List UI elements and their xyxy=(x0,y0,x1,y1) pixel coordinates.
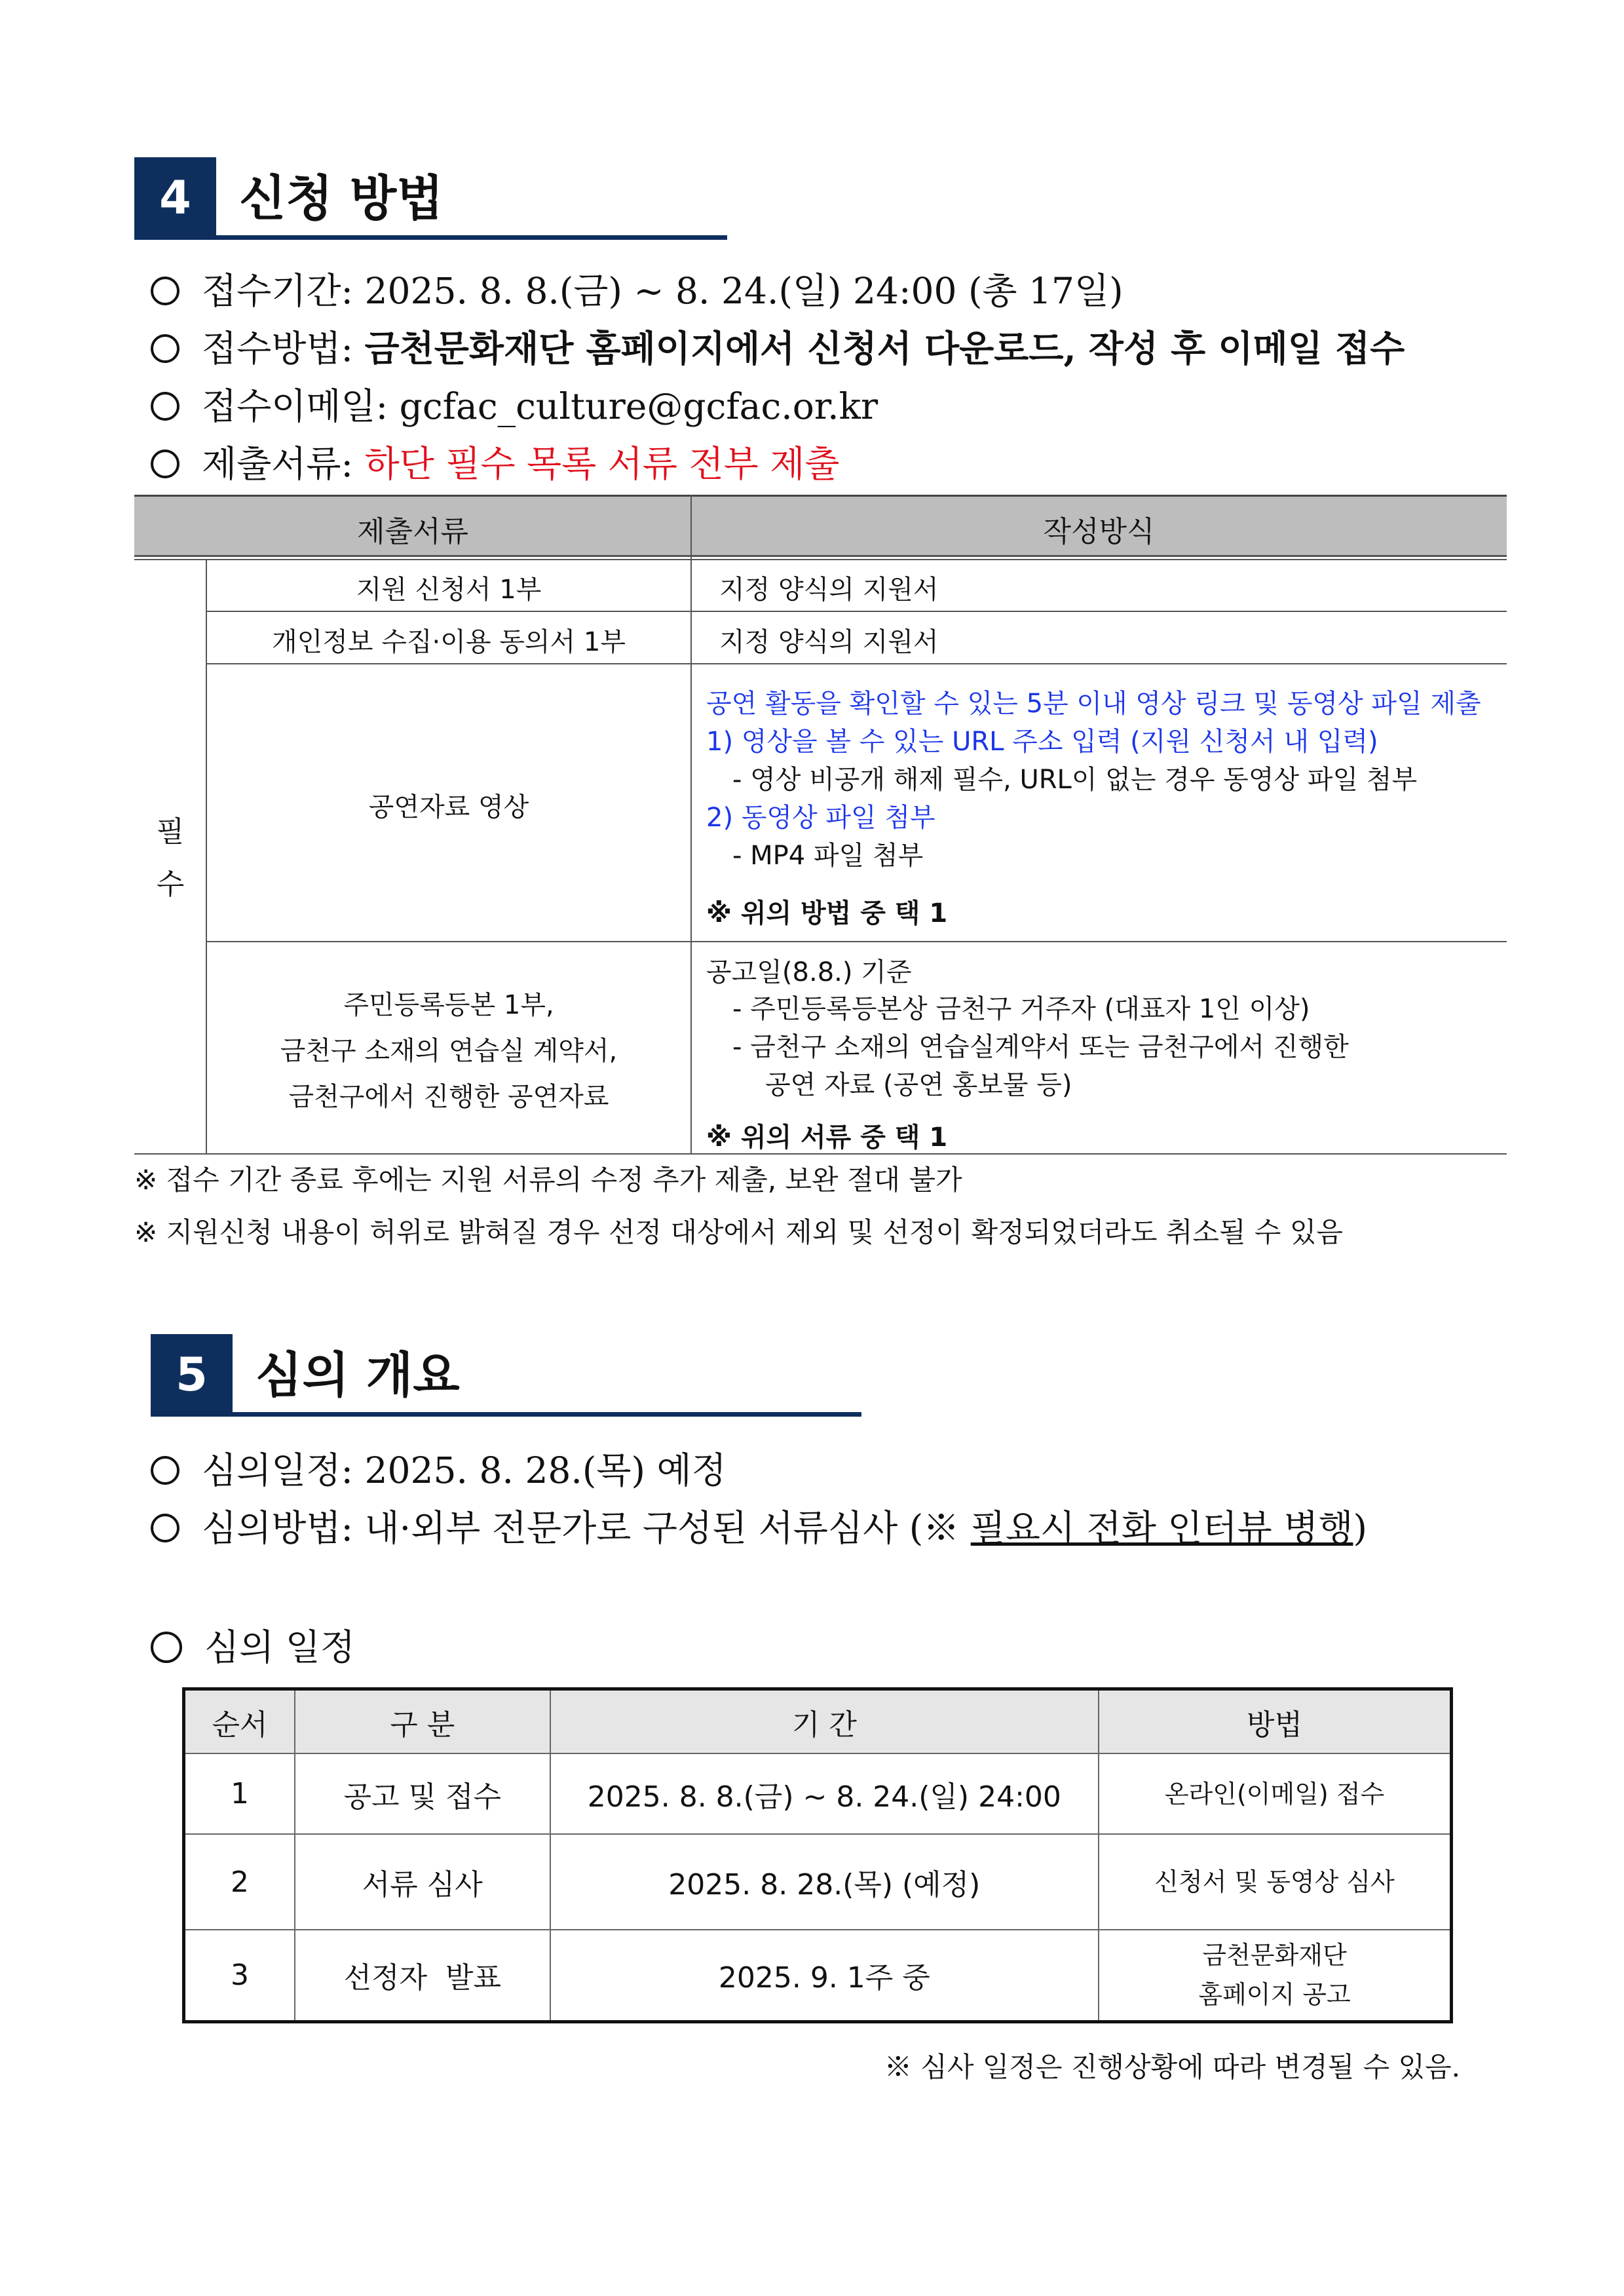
video-method-choice: ※ 위의 방법 중 택 1 xyxy=(706,898,948,928)
section-5-title: 심의 개요 xyxy=(255,1347,460,1404)
category-label: 필수 xyxy=(156,815,185,901)
review-date-value: 2025. 8. 28.(목) 예정 xyxy=(364,1449,727,1491)
schedule-header-order: 순서 xyxy=(184,1689,295,1754)
residency-doc-line: 주민등록등본 1부, xyxy=(343,990,554,1020)
schedule-period: 2025. 9. 1주 중 xyxy=(550,1930,1099,2021)
review-method-close: ) xyxy=(1353,1507,1367,1549)
schedule-header-method: 방법 xyxy=(1099,1689,1451,1754)
reception-method-value: 금천문화재단 홈페이지에서 신청서 다운로드, 작성 후 이메일 접수 xyxy=(364,327,1405,370)
review-method-value: 내·외부 전문가로 구성된 서류심사 ( xyxy=(364,1507,924,1549)
reception-period-line xyxy=(151,262,1124,314)
schedule-method-line: 홈페이지 공고 xyxy=(1198,1980,1351,2010)
documents-label: 제출서류: xyxy=(202,443,365,485)
header-double-rule-2 xyxy=(134,559,1507,560)
schedule-header-period: 기 간 xyxy=(550,1689,1099,1754)
schedule-method-line: 금천문화재단 xyxy=(1202,1941,1347,1970)
video-method-line: 1) 영상을 볼 수 있는 URL 주소 입력 (지원 신청서 내 입력) xyxy=(706,727,1378,757)
row-application-doc: 지원 신청서 1부 xyxy=(356,575,542,605)
residency-doc-line: 금천구 소재의 연습실 계약서, xyxy=(280,1036,618,1066)
note-no-revision: ※ 접수 기간 종료 후에는 지원 서류의 수정 추가 제출, 보완 절대 불가 xyxy=(134,1164,962,1196)
table-row xyxy=(184,1930,1452,2021)
schedule-header-row xyxy=(184,1689,1452,1754)
residency-method-line: - 주민등록등본상 금천구 거주자 (대표자 1인 이상) xyxy=(732,994,1310,1024)
review-method-interview: 필요시 전화 인터뷰 병행 xyxy=(970,1507,1353,1549)
schedule-category: 선정자 발표 xyxy=(295,1930,550,2021)
row-divider xyxy=(206,941,1507,942)
circle-bullet-icon xyxy=(151,392,179,421)
video-method-line: 2) 동영상 파일 첨부 xyxy=(706,803,935,833)
residency-doc-line: 금천구에서 진행한 공연자료 xyxy=(288,1082,609,1112)
circle-bullet-icon xyxy=(151,334,179,363)
circle-bullet-icon xyxy=(151,450,179,478)
video-method-line: 공연 활동을 확인할 수 있는 5분 이내 영상 링크 및 동영상 파일 제출 xyxy=(706,689,1481,719)
schedule-title: 심의 일정 xyxy=(204,1626,356,1668)
table-row xyxy=(184,1753,1452,1834)
review-method-line xyxy=(151,1499,1367,1551)
header-method: 작성방식 xyxy=(1043,515,1155,548)
residency-method-line: - 금천구 소재의 연습실계약서 또는 금천구에서 진행한 xyxy=(732,1032,1349,1062)
review-method-label: 심의방법: xyxy=(202,1507,365,1549)
row-video-doc: 공연자료 영상 xyxy=(368,792,529,822)
section-4-number: 4 xyxy=(134,157,216,239)
documents-line xyxy=(151,435,840,487)
circle-bullet-icon xyxy=(151,1632,182,1663)
circle-bullet-icon xyxy=(151,277,179,305)
section-5-number: 5 xyxy=(151,1334,233,1415)
residency-method-line: 공연 자료 (공연 홍보물 등) xyxy=(765,1070,1072,1100)
schedule-category: 서류 심사 xyxy=(295,1834,550,1930)
documents-value: 하단 필수 목록 서류 전부 제출 xyxy=(364,443,840,485)
reception-method-line xyxy=(151,320,1405,372)
table-row xyxy=(184,1834,1452,1930)
row-divider xyxy=(206,663,1507,664)
schedule-table xyxy=(182,1687,1453,2023)
review-date-label: 심의일정: xyxy=(202,1449,365,1491)
note-false-information: ※ 지원신청 내용이 허위로 밝혀질 경우 선정 대상에서 제외 및 선정이 확정되었더라도 취소될 수 있음 xyxy=(134,1216,1343,1248)
schedule-order: 3 xyxy=(184,1930,295,2021)
schedule-footnote: ※ 심사 일정은 진행상황에 따라 변경될 수 있음. xyxy=(884,2051,1460,2083)
schedule-title-line xyxy=(151,1618,355,1670)
reception-email-label: 접수이메일: xyxy=(202,385,400,427)
schedule-order: 2 xyxy=(184,1834,295,1930)
header-double-rule xyxy=(134,555,1507,557)
schedule-method xyxy=(1099,1930,1451,2021)
row-privacy-method: 지정 양식의 지원서 xyxy=(719,627,939,657)
reference-mark: ※ xyxy=(923,1507,971,1549)
row-application-method: 지정 양식의 지원서 xyxy=(719,575,939,605)
schedule-header-category: 구 분 xyxy=(295,1689,550,1754)
schedule-category: 공고 및 접수 xyxy=(295,1753,550,1834)
row-privacy-doc: 개인정보 수집·이용 동의서 1부 xyxy=(272,627,626,657)
reception-period-value: 2025. 8. 8.(금) ~ 8. 24.(일) 24:00 (총 17일) xyxy=(364,270,1124,312)
section-4-rule xyxy=(134,235,727,240)
schedule-period: 2025. 8. 28.(목) (예정) xyxy=(550,1834,1099,1930)
section-4-title: 신청 방법 xyxy=(239,170,444,227)
reception-email-line xyxy=(151,377,878,429)
header-documents: 제출서류 xyxy=(356,515,468,548)
schedule-order: 1 xyxy=(184,1753,295,1834)
residency-method-choice: ※ 위의 서류 중 택 1 xyxy=(706,1122,948,1153)
row-divider xyxy=(206,611,1507,612)
circle-bullet-icon xyxy=(151,1456,179,1485)
video-method-line: - MP4 파일 첨부 xyxy=(732,841,924,871)
section-5-rule xyxy=(151,1412,861,1417)
video-method-line: - 영상 비공개 해제 필수, URL이 없는 경우 동영상 파일 첨부 xyxy=(732,765,1418,795)
schedule-method: 신청서 및 동영상 심사 xyxy=(1099,1834,1451,1930)
schedule-method: 온라인(이메일) 접수 xyxy=(1099,1753,1451,1834)
reception-email-value: gcfac_culture@gcfac.or.kr xyxy=(399,385,878,427)
residency-method-line: 공고일(8.8.) 기준 xyxy=(706,957,912,987)
reception-method-label: 접수방법: xyxy=(202,328,365,370)
review-date-line xyxy=(151,1442,727,1493)
schedule-period: 2025. 8. 8.(금) ~ 8. 24.(일) 24:00 xyxy=(550,1753,1099,1834)
reception-period-label: 접수기간: xyxy=(202,270,365,312)
circle-bullet-icon xyxy=(151,1514,179,1542)
category-cell xyxy=(134,806,206,911)
